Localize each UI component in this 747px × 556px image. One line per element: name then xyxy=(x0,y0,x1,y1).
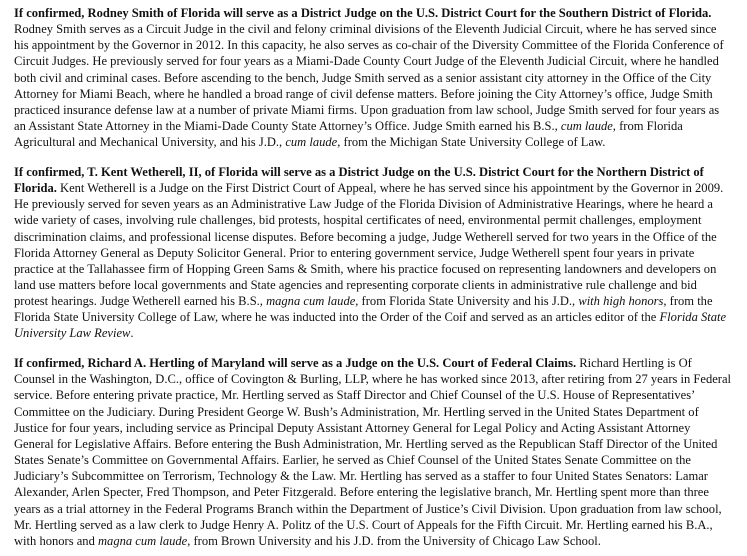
nomination-text: from Florida Agricultural and Mechanical University, and his J.D. xyxy=(14,119,683,150)
nomination-text: Richard Hertling is Of Counsel in the Washington, D.C., office of Covington & Burling, LLP, where he has worked since 2013, after retiring from 27 years in Federal service. Before entering private practice, Mr. Hertling served as Staff Director and Chief Counsel of the U.S. House of Representatives’ Committee on the Judiciary. During President George W. Bush’s Administration, Mr. Hertling served in the United States Department of Justice for four years, including service as Principal Deputy Assistant Attorney General for Legal Policy and Acting Assistant Attorney General for Legislative Affairs. Before entering the Bush Administration, Mr. Hertling served as the Republican Staff Director of the United States Senate’s Committee on Governmental Affairs. Earlier, he served as Chief Counsel of the United States Senate Committee on the Judiciary’s Subcommittee on Terrorism, Technology & the Law. Mr. Hertling has served as a staffer to four United States Senators: Lamar Alexander, Arlen Specter, Fred Thompson, and Peter Fitzgerald. Before entering the legislative branch, Mr. Hertling spent more than three years as a trial attorney in the Federal Programs Branch within the Department of Justice’s Civil Division. Upon graduation from law school, Mr. Hertling served as a law clerk to Judge Henry A. Politz of the U.S. Court of Appeals for the Fifth Circuit. Mr. Hertling earned his B.A., with honors and xyxy=(14,356,732,548)
nomination-heading: If confirmed, Richard A. Hertling of Maryland will serve as a Judge on the U.S. Court of Federal Claims. xyxy=(14,356,577,371)
nomination-heading: If confirmed, Rodney Smith of Florida will serve as a District Judge on the U.S. District Court for the Southern District of Florida. xyxy=(14,6,712,20)
nomination-kent-wetherell xyxy=(14,164,733,342)
honors-text: magna cum laude xyxy=(98,533,188,548)
nomination-text: Rodney Smith serves as a Circuit Judge in the civil and felony criminal divisions of the Eleventh Judicial Circuit, where he has served since his appointment by the Governor in 2012. In this capacity, he also serves as co-chair of the Diversity Committee of the Florida Conference of Circuit Judges. He previously served for four years as a Miami-Dade County Court Judge of the Eleventh Judicial Circuit, where he handled both civil and criminal cases. Before ascending to the bench, Judge Smith served as a senior assistant city attorney in the Office of the City Attorney for Miami Beach, where he handled a broad range of civil defense matters. Before joining the City Attorney’s office, Judge Smith practiced insurance defense law at a number of private Miami firms. Upon graduation from law school, Judge Smith served for four years as an Assistant State Attorney in the Miami-Dade County State Attorney’s Office. Judge Smith earned his B.S., xyxy=(14,22,724,134)
nomination-richard-hertling xyxy=(14,355,733,549)
nomination-text: , from Brown University and his J.D. from the University of Chicago Law School. xyxy=(187,533,601,548)
nomination-text: from the Michigan State University College of Law. xyxy=(340,135,606,150)
nomination-heading: If confirmed, T. Kent Wetherell, II, of Florida will serve as a District Judge on the U.S. District Court for the Northern District of Florida. xyxy=(14,164,704,196)
nomination-text: from Florida State University and his J.D., xyxy=(358,294,579,309)
nomination-text: from the Florida State University College of Law, where he was inducted into the Order of the Coif and served as an articles editor of the xyxy=(14,294,713,325)
nomination-text: . xyxy=(130,326,134,341)
honors-text: magna cum laude, xyxy=(266,294,359,309)
nomination-rodney-smith xyxy=(14,5,733,150)
honors-text: cum laude, xyxy=(560,119,616,134)
honors-text: with high honors, xyxy=(578,294,667,309)
publication-title: Florida State University Law Review xyxy=(14,310,727,341)
honors-text: , cum laude, xyxy=(279,135,341,150)
nomination-text: Kent Wetherell is a Judge on the First District Court of Appeal, where he has served since his appointment by the Governor in 2009. He previously served for seven years as an Administrative Law Judge of the Florida Division of Administrative Hearings, where he heard a wide variety of cases, involving rule challenges, bid protests, hospital certificates of need, environmental permit challenges, employment discrimination claims, and professional license disputes. Before becoming a judge, Judge Wetherell served for two years in the Office of the Florida Attorney General as Deputy Solicitor General. Prior to entering government service, Judge Wetherell spent four years in private practice at the Tallahassee firm of Hopping Green Sams & Smith, where his practice focused on representing landowners and developers on land use matters before local governments and State agencies and representing corporate clients in administrative rule challenge and bid protest hearings. Judge Wetherell earned his B.S., xyxy=(14,181,724,309)
